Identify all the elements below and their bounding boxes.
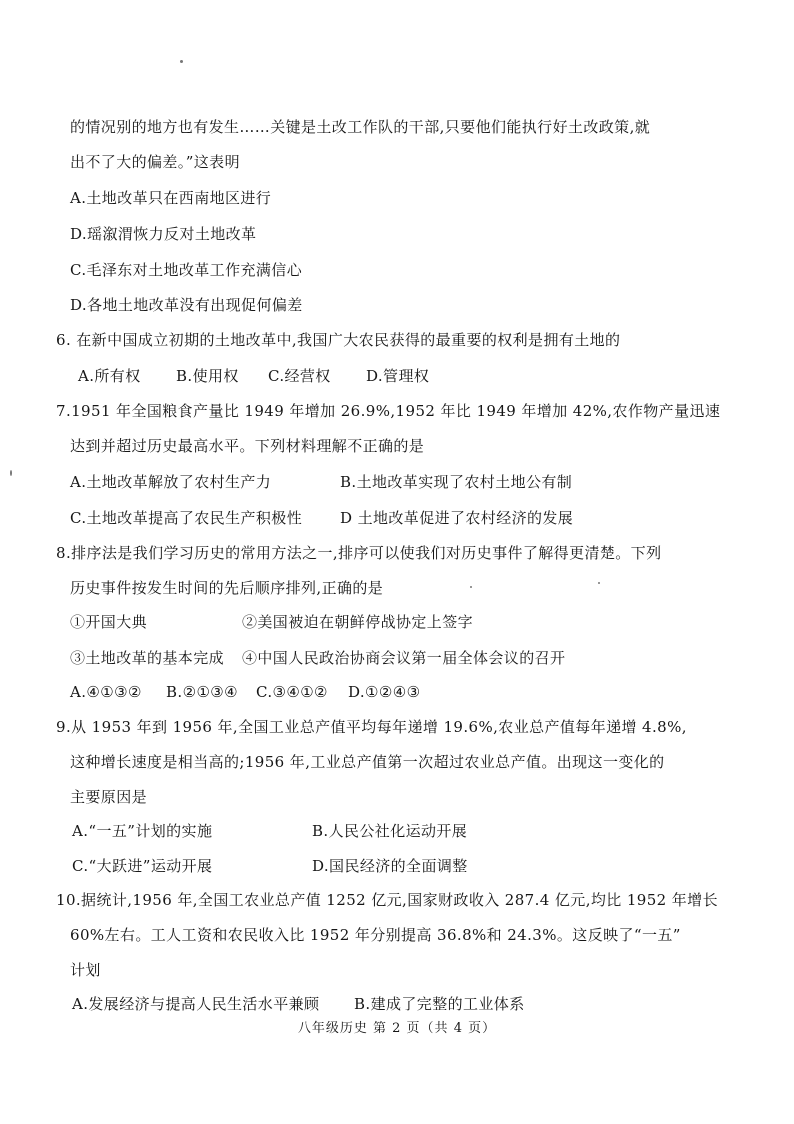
q10-line-1: 10.据统计,1956 年,全国工农业总产值 1252 亿元,国家财政收入 287.4 亿元,均比 1952 年增长 <box>56 891 718 909</box>
q8-option-c: C.③④①② <box>256 683 328 701</box>
q6-option-b: B.使用权 <box>176 367 239 385</box>
q8-line-1: 8.排序法是我们学习历史的常用方法之一,排序可以使我们对历史事件了解得更清楚。下列 <box>56 544 662 562</box>
q6-stem: 6. 在新中国成立初期的土地改革中,我国广大农民获得的最重要的权利是拥有土地的 <box>56 331 621 349</box>
intro-option-d: D.各地土地改革没有出现促何偏差 <box>70 296 303 314</box>
q6-option-d: D.管理权 <box>366 367 430 385</box>
q6-option-a: A.所有权 <box>78 367 141 385</box>
q9-line-3: 主要原因是 <box>70 788 148 806</box>
q10-line-3: 计划 <box>70 961 101 979</box>
q9-option-d: D.国民经济的全面调整 <box>312 857 468 875</box>
intro-option-a: A.土地改革只在西南地区进行 <box>70 189 272 207</box>
q7-option-b: B.土地改革实现了农村土地公有制 <box>340 473 573 491</box>
scan-speck <box>180 60 183 63</box>
q7-line-2: 达到并超过历史最高水平。下列材料理解不正确的是 <box>70 437 425 455</box>
q7-option-c: C.土地改革提高了农民生产积极性 <box>70 509 303 527</box>
q8-event-3: ③土地改革的基本完成 <box>70 649 225 667</box>
q10-option-b: B.建成了完整的工业体系 <box>354 995 525 1013</box>
page-footer: 八年级历史 第 2 页（共 4 页） <box>297 1021 497 1036</box>
q6-option-c: C.经营权 <box>268 367 331 385</box>
scan-speck <box>598 582 600 584</box>
q9-option-c: C.“大跃进”运动开展 <box>72 857 213 875</box>
q9-line-1: 9.从 1953 年到 1956 年,全国工业总产值平均每年递增 19.6%,农业总产值每年递增 4.8%, <box>56 718 687 736</box>
q8-line-2: 历史事件按发生时间的先后顺序排列,正确的是 <box>70 579 384 597</box>
q10-option-a: A.发展经济与提高人民生活水平兼顾 <box>72 995 320 1013</box>
q8-option-b: B.②①③④ <box>166 683 238 701</box>
q7-option-a: A.土地改革解放了农村生产力 <box>70 473 272 491</box>
q8-event-4: ④中国人民政治协商会议第一届全体会议的召开 <box>242 649 566 667</box>
q7-line-1: 7.1951 年全国粮食产量比 1949 年增加 26.9%,1952 年比 1949 年增加 42%,农作物产量迅速 <box>56 402 721 420</box>
q10-line-2: 60%左右。工人工资和农民收入比 1952 年分别提高 36.8%和 24.3%。这反映了“一五” <box>70 926 681 944</box>
scan-speck <box>10 470 12 476</box>
intro-line-2: 出不了大的偏差。”这表明 <box>70 153 240 171</box>
q9-line-2: 这种增长速度是相当高的;1956 年,工业总产值第一次超过农业总产值。出现这一变化的 <box>70 753 665 771</box>
intro-option-b: D.瑶溆渭恢力反对土地改革 <box>70 225 257 243</box>
scan-speck <box>470 586 472 588</box>
intro-line-1: 的情况别的地方也有发生……关键是土改工作队的干部,只要他们能执行好土改政策,就 <box>70 118 651 136</box>
q9-option-a: A.“一五”计划的实施 <box>72 822 213 840</box>
q8-event-2: ②美国被迫在朝鲜停战协定上签字 <box>242 613 474 631</box>
intro-option-c: C.毛泽东对土地改革工作充满信心 <box>70 261 303 279</box>
q8-event-1: ①开国大典 <box>70 613 148 631</box>
q8-option-a: A.④①③② <box>70 683 142 701</box>
q9-option-b: B.人民公社化运动开展 <box>312 822 468 840</box>
q7-option-d: D 土地改革促进了农村经济的发展 <box>340 509 574 527</box>
q8-option-d: D.①②④③ <box>348 683 421 701</box>
